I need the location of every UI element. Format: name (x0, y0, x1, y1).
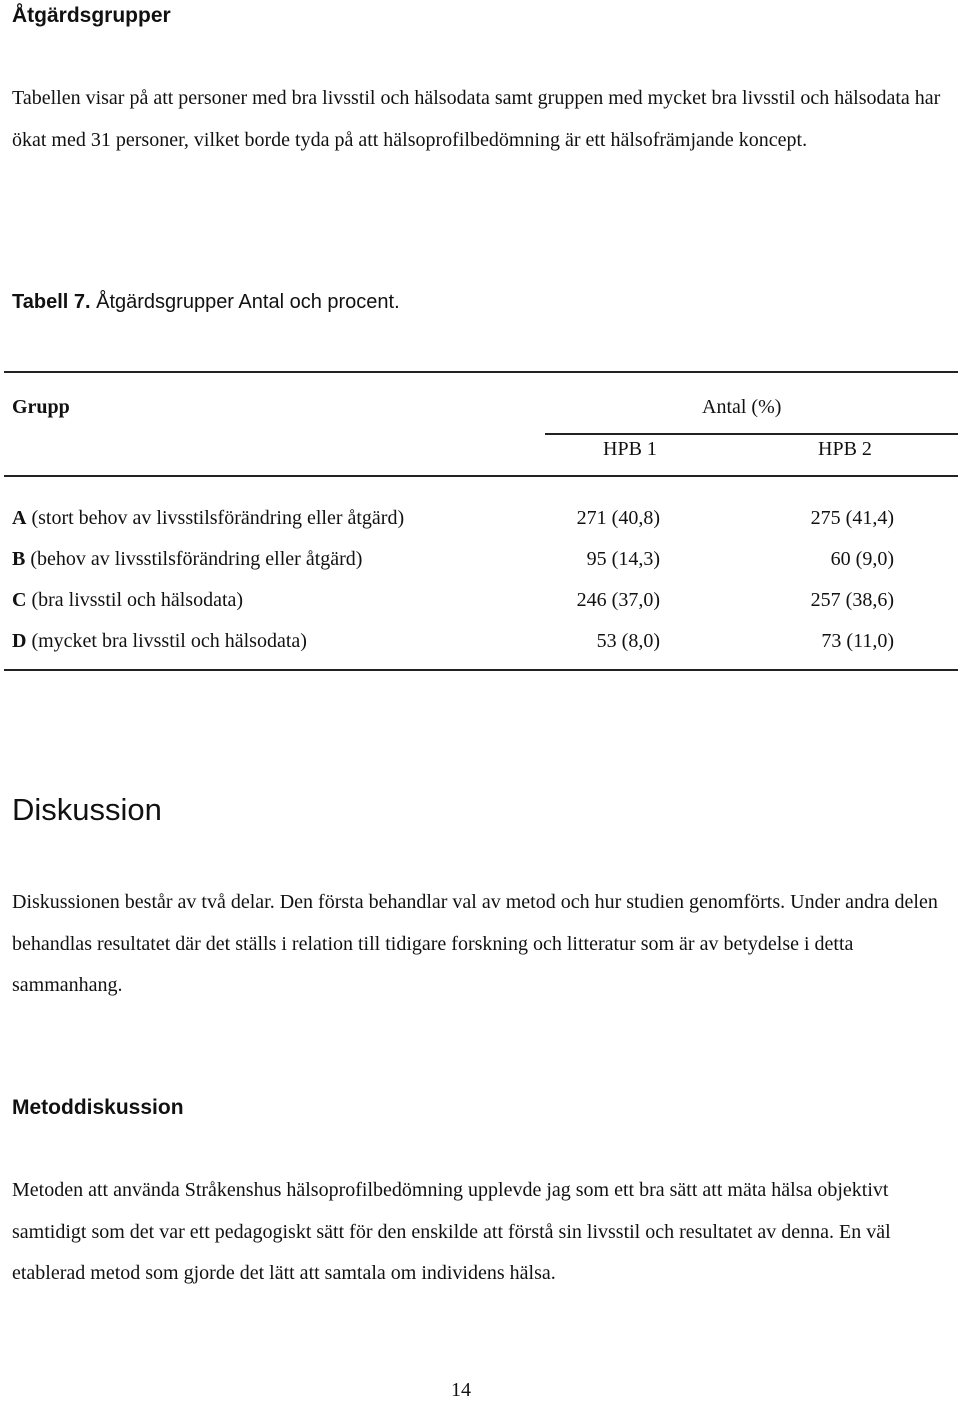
table-header-bottom-rule (4, 475, 958, 477)
table-row-c-hpb1: 246 (37,0) (576, 589, 660, 611)
table-top-rule (4, 371, 958, 373)
paragraph-atgardsgrupper-text: Tabellen visar på att personer med bra livsstil och hälsodata samt gruppen med mycket bra livsstil och hälsodata har ökat med 31 personer, vilket borde tyda på att hälsoprofilbedömning är ett hälsofrämjande koncept. (12, 87, 941, 151)
table-row-b-hpb1: 95 (14,3) (586, 548, 660, 570)
table-row-a-desc: (stort behov av livsstilsförändring eller åtgärd) (31, 507, 405, 529)
table-header-group: Grupp (12, 396, 70, 418)
table-row-a-group (12, 507, 404, 530)
table-bottom-rule (4, 669, 958, 671)
paragraph-diskussion (12, 882, 952, 1007)
table-row-d-desc: (mycket bra livsstil och hälsodata) (31, 630, 307, 652)
table-row-c-letter: C (12, 589, 27, 611)
table-row-a-hpb2: 275 (41,4) (810, 507, 894, 529)
table-antal-rule (545, 433, 958, 435)
table-row-c-hpb2: 257 (38,6) (810, 589, 894, 611)
table-caption (12, 291, 400, 314)
table-row-d-hpb2: 73 (11,0) (821, 630, 894, 652)
table-row-b-group (12, 548, 362, 571)
table-row-d-letter: D (12, 630, 27, 652)
table-row-b-hpb2: 60 (9,0) (830, 548, 894, 570)
table-caption-label: Tabell 7. (12, 291, 91, 313)
table-row-b-letter: B (12, 548, 26, 570)
table-header-antal: Antal (%) (702, 396, 782, 418)
section-heading-atgardsgrupper: Åtgärdsgrupper (12, 4, 171, 27)
section-heading-diskussion: Diskussion (12, 792, 162, 827)
table-header-hpb1: HPB 1 (603, 438, 657, 460)
paragraph-diskussion-text: Diskussionen består av två delar. Den första behandlar val av metod och hur studien genomförts. Under andra delen behandlas resultatet där det ställs i relation till tidigare forskning och litteratur som är av betydelse i detta sammanhang. (12, 891, 938, 996)
table-row-b-desc: (behov av livsstilsförändring eller åtgärd) (30, 548, 363, 570)
page-number: 14 (451, 1379, 471, 1401)
table-caption-text: Åtgärdsgrupper Antal och procent. (96, 291, 400, 313)
paragraph-metoddiskussion-text: Metoden att använda Stråkenshus hälsoprofilbedömning upplevde jag som ett bra sätt att mäta hälsa objektivt samtidigt som det var ett pedagogiskt sätt för den enskilde att förstå sin livsstil och resultatet av denna. En väl etablerad metod som gjorde det lätt att samtala om individens hälsa. (12, 1179, 891, 1284)
section-heading-metoddiskussion: Metoddiskussion (12, 1096, 184, 1119)
table-row-a-hpb1: 271 (40,8) (576, 507, 660, 529)
table-row-d-hpb1: 53 (8,0) (596, 630, 660, 652)
paragraph-metoddiskussion (12, 1170, 952, 1295)
table-row-a-letter: A (12, 507, 27, 529)
table-row-c-desc: (bra livsstil och hälsodata) (31, 589, 244, 611)
paragraph-atgardsgrupper (12, 78, 952, 161)
table-row-c-group (12, 589, 243, 612)
table-header-hpb2: HPB 2 (818, 438, 872, 460)
table-row-d-group (12, 630, 307, 653)
